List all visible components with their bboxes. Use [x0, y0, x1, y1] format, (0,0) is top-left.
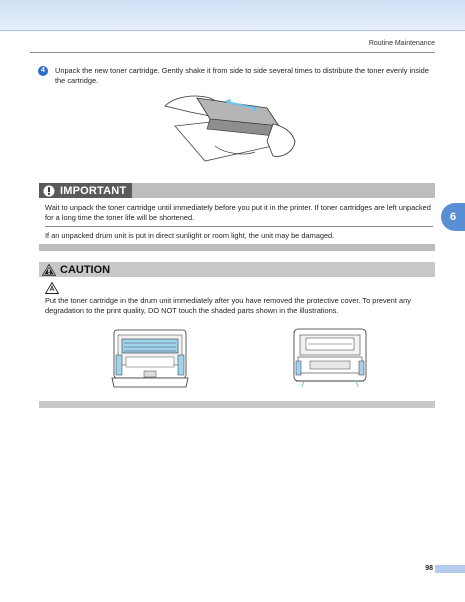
printer-front-open-illustration	[110, 325, 190, 389]
important-bottom-bar	[39, 244, 435, 251]
page-number-band	[435, 565, 465, 573]
exclamation-icon	[43, 185, 55, 197]
step-number-badge	[38, 66, 48, 76]
hazard-symbol-icon	[45, 282, 59, 294]
important-divider	[45, 226, 433, 227]
warning-triangle-icon	[42, 264, 56, 276]
caution-title	[42, 262, 110, 277]
shake-toner-illustration	[155, 86, 305, 176]
important-title-text: IMPORTANT	[60, 184, 127, 197]
important-paragraph-1: Wait to unpack the toner cartridge until immediately before you put it in the printer. If toner cartridges are left unpacked for a long time the toner life will be shortened.	[45, 203, 431, 222]
important-title	[39, 183, 132, 198]
chapter-tab-number: 6	[449, 211, 457, 223]
important-title-dark	[39, 183, 132, 198]
header-rule	[30, 52, 435, 53]
step-4	[39, 66, 437, 85]
step-text: Unpack the new toner cartridge. Gently shake it from side to side several times to distribute the toner evenly inside the cartridge.	[55, 66, 429, 85]
running-header: Routine Maintenance	[368, 40, 435, 47]
chapter-tab[interactable]	[441, 203, 465, 231]
caution-text: Put the toner cartridge in the drum unit immediately after you have removed the protective cover. To prevent any degradation to the print quality, DO NOT touch the shaded parts shown in the illustrations.	[45, 296, 411, 315]
step-number: 4	[41, 67, 45, 75]
top-header-band	[0, 0, 465, 31]
page-number: 98	[425, 565, 433, 572]
caution-title-text: CAUTION	[60, 263, 111, 276]
printer-rear-open-illustration	[290, 325, 370, 389]
caution-bottom-bar	[39, 401, 435, 408]
important-paragraph-2: If an unpacked drum unit is put in direct sunlight or room light, the unit may be damaged.	[45, 231, 335, 240]
